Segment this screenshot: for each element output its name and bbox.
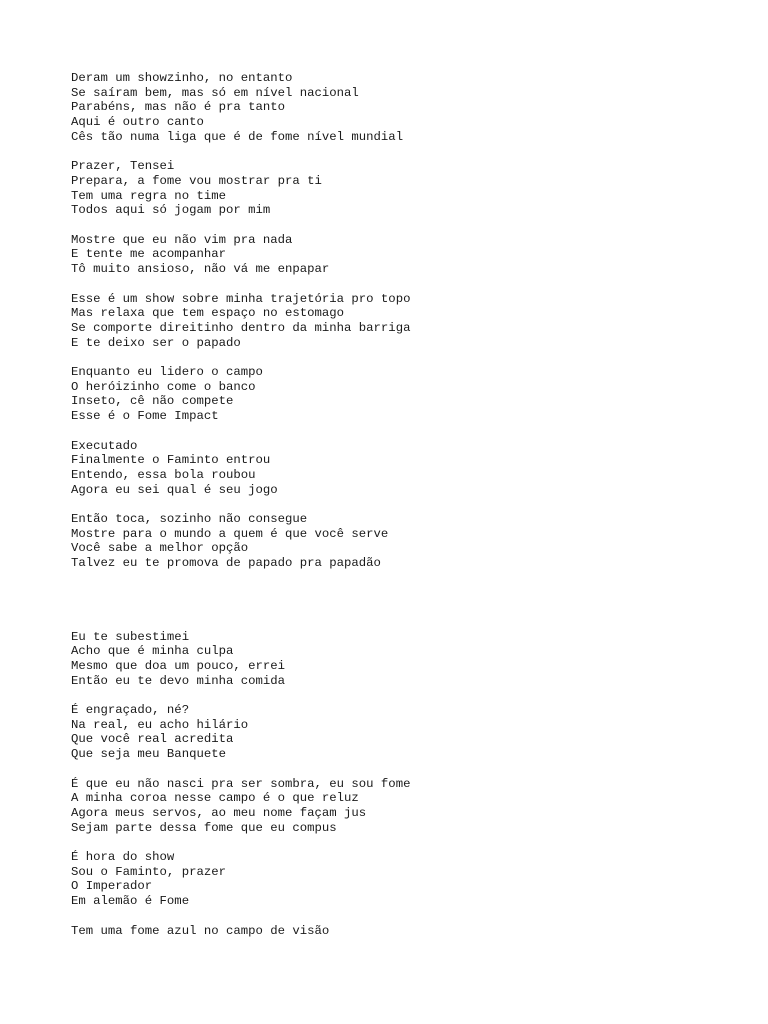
lyric-line: Tô muito ansioso, não vá me enpapar xyxy=(71,262,330,277)
lyric-line: Então eu te devo minha comida xyxy=(71,673,286,688)
lyric-line: Cês tão numa liga que é de fome nível mundial xyxy=(71,129,404,144)
lyric-line: Finalmente o Faminto entrou xyxy=(71,453,271,468)
stanza xyxy=(71,777,751,836)
lyric-line: Agora eu sei qual é seu jogo xyxy=(71,482,278,497)
lyric-line: O heróizinho come o banco xyxy=(71,379,256,394)
lyric-line: Mostre para o mundo a quem é que você serve xyxy=(71,526,389,541)
stanza xyxy=(71,233,751,277)
lyric-line: Esse é o Fome Impact xyxy=(71,409,219,424)
lyric-line: Mas relaxa que tem espaço no estomago xyxy=(71,306,345,321)
lyric-line: Entendo, essa bola roubou xyxy=(71,467,256,482)
lyric-line: Talvez eu te promova de papado pra papadão xyxy=(71,556,381,571)
lyric-line: A minha coroa nesse campo é o que reluz xyxy=(71,791,359,806)
lyric-line: Inseto, cê não compete xyxy=(71,394,234,409)
lyric-line: Acho que é minha culpa xyxy=(71,644,234,659)
lyric-line: E tente me acompanhar xyxy=(71,247,226,262)
stanza xyxy=(71,703,751,762)
lyric-line: Se saíram bem, mas só em nível nacional xyxy=(71,85,359,100)
stanza xyxy=(71,159,751,218)
lyric-line: Em alemão é Fome xyxy=(71,894,190,909)
lyric-line: Prazer, Tensei xyxy=(71,159,175,174)
lyric-line: Tem uma regra no time xyxy=(71,188,226,203)
stanza xyxy=(71,365,751,424)
lyric-line: Tem uma fome azul no campo de visão xyxy=(71,923,330,938)
lyric-line: Sejam parte dessa fome que eu compus xyxy=(71,820,337,835)
section-break xyxy=(71,586,751,630)
lyric-line: O Imperador xyxy=(71,879,153,894)
lyric-line: Esse é um show sobre minha trajetória pro topo xyxy=(71,291,411,306)
lyric-line: É hora do show xyxy=(71,850,175,864)
lyric-line: E te deixo ser o papado xyxy=(71,335,241,350)
lyric-line: Agora meus servos, ao meu nome façam jus xyxy=(71,805,367,820)
stanza xyxy=(71,292,751,351)
lyric-line: Sou o Faminto, prazer xyxy=(71,864,226,879)
stanza xyxy=(71,512,751,571)
lyric-line: Enquanto eu lidero o campo xyxy=(71,365,263,379)
stanza xyxy=(71,439,751,498)
lyric-line: Mesmo que doa um pouco, errei xyxy=(71,658,286,673)
stanza xyxy=(71,850,751,909)
lyric-line: Então toca, sozinho não consegue xyxy=(71,512,308,526)
lyric-line: Executado xyxy=(71,438,138,453)
lyric-line: Eu te subestimei xyxy=(71,629,190,644)
lyric-line: É que eu não nasci pra ser sombra, eu sou fome xyxy=(71,776,411,791)
lyric-line: Todos aqui só jogam por mim xyxy=(71,203,271,218)
lyric-line: Deram um showzinho, no entanto xyxy=(71,71,293,85)
lyric-line: Que seja meu Banquete xyxy=(71,747,226,762)
lyrics-document xyxy=(71,71,751,953)
lyric-line: Prepara, a fome vou mostrar pra ti xyxy=(71,173,322,188)
lyric-line: É engraçado, né? xyxy=(71,703,190,717)
lyric-line: Na real, eu acho hilário xyxy=(71,717,249,732)
lyric-line: Você sabe a melhor opção xyxy=(71,541,249,556)
lyric-line: Aqui é outro canto xyxy=(71,115,204,130)
stanza xyxy=(71,71,751,145)
stanza xyxy=(71,630,751,689)
lyric-line: Que você real acredita xyxy=(71,732,234,747)
stanza xyxy=(71,924,751,939)
lyric-line: Parabéns, mas não é pra tanto xyxy=(71,100,286,115)
lyric-line: Se comporte direitinho dentro da minha barriga xyxy=(71,320,411,335)
lyric-line: Mostre que eu não vim pra nada xyxy=(71,232,293,247)
